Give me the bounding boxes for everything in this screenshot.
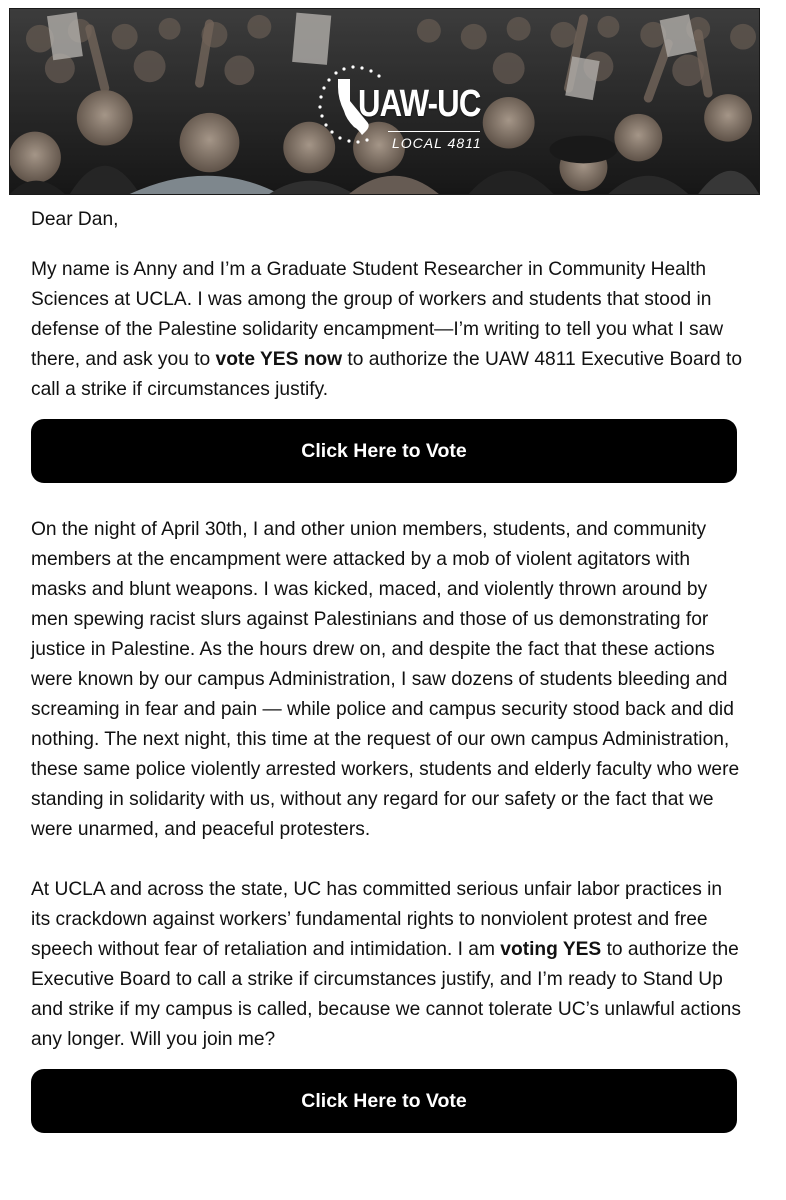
paragraph-intro bbox=[31, 255, 743, 405]
logo-local-label: LOCAL 4811 bbox=[392, 135, 482, 151]
paragraph-cta-text-end: to authorize the Executive Board to call a strike if circumstances justify, and I’m ready to Stand Up and strike if my campus is called, because we cannot tolerate UC’s unlawful actions any longer. Will you join me? bbox=[31, 939, 741, 1050]
paragraph-intro-text-end: to authorize the UAW 4811 Executive Board to call a strike if circumstances justify. bbox=[31, 349, 743, 400]
vote-button-bottom[interactable]: Click Here to Vote bbox=[31, 1069, 737, 1133]
paragraph-call-to-action bbox=[31, 875, 743, 1055]
voting-yes-emphasis: voting YES bbox=[500, 939, 602, 960]
logo-wordmark: UAW-UC bbox=[358, 83, 481, 125]
vote-button-top[interactable]: Click Here to Vote bbox=[31, 419, 737, 483]
greeting: Dear Dan, bbox=[31, 209, 119, 230]
email-body bbox=[31, 205, 743, 1133]
paragraph-cta-text: At UCLA and across the state, UC has committed serious unfair labor practices in its crackdown against workers’ fundamental rights to nonviolent protest and free speech without fear of retaliation and intimidation. I am bbox=[31, 879, 723, 960]
logo-divider bbox=[388, 131, 480, 132]
uaw-uc-logo bbox=[310, 57, 490, 157]
paragraph-account: On the night of April 30th, I and other union members, students, and community members at the encampment were attacked by a mob of violent agitators with masks and blunt weapons. I was kicked, maced, and violently thrown around by men spewing racist slurs against Palestinians and those of us demonstrating for justice in Palestine. As the hours drew on, and despite the fact that these actions were known by our campus Administration, I saw dozens of students bleeding and screaming in fear and pain — while police and campus security stood back and did nothing. The next night, this time at the request of our own campus Administration, these same police violently arrested workers, students and elderly faculty who were standing in solidarity with us, without any regard for our safety or the fact that we were unarmed, and peaceful protesters. bbox=[31, 519, 740, 840]
header-banner bbox=[9, 8, 760, 195]
vote-yes-now-emphasis: vote YES now bbox=[215, 349, 343, 370]
paragraph-intro-text: My name is Anny and I’m a Graduate Student Researcher in Community Health Sciences at UCLA. I was among the group of workers and students that stood in defense of the Palestine solidarity encampment—I’m writing to tell you what I saw there, and ask you to bbox=[31, 259, 724, 370]
